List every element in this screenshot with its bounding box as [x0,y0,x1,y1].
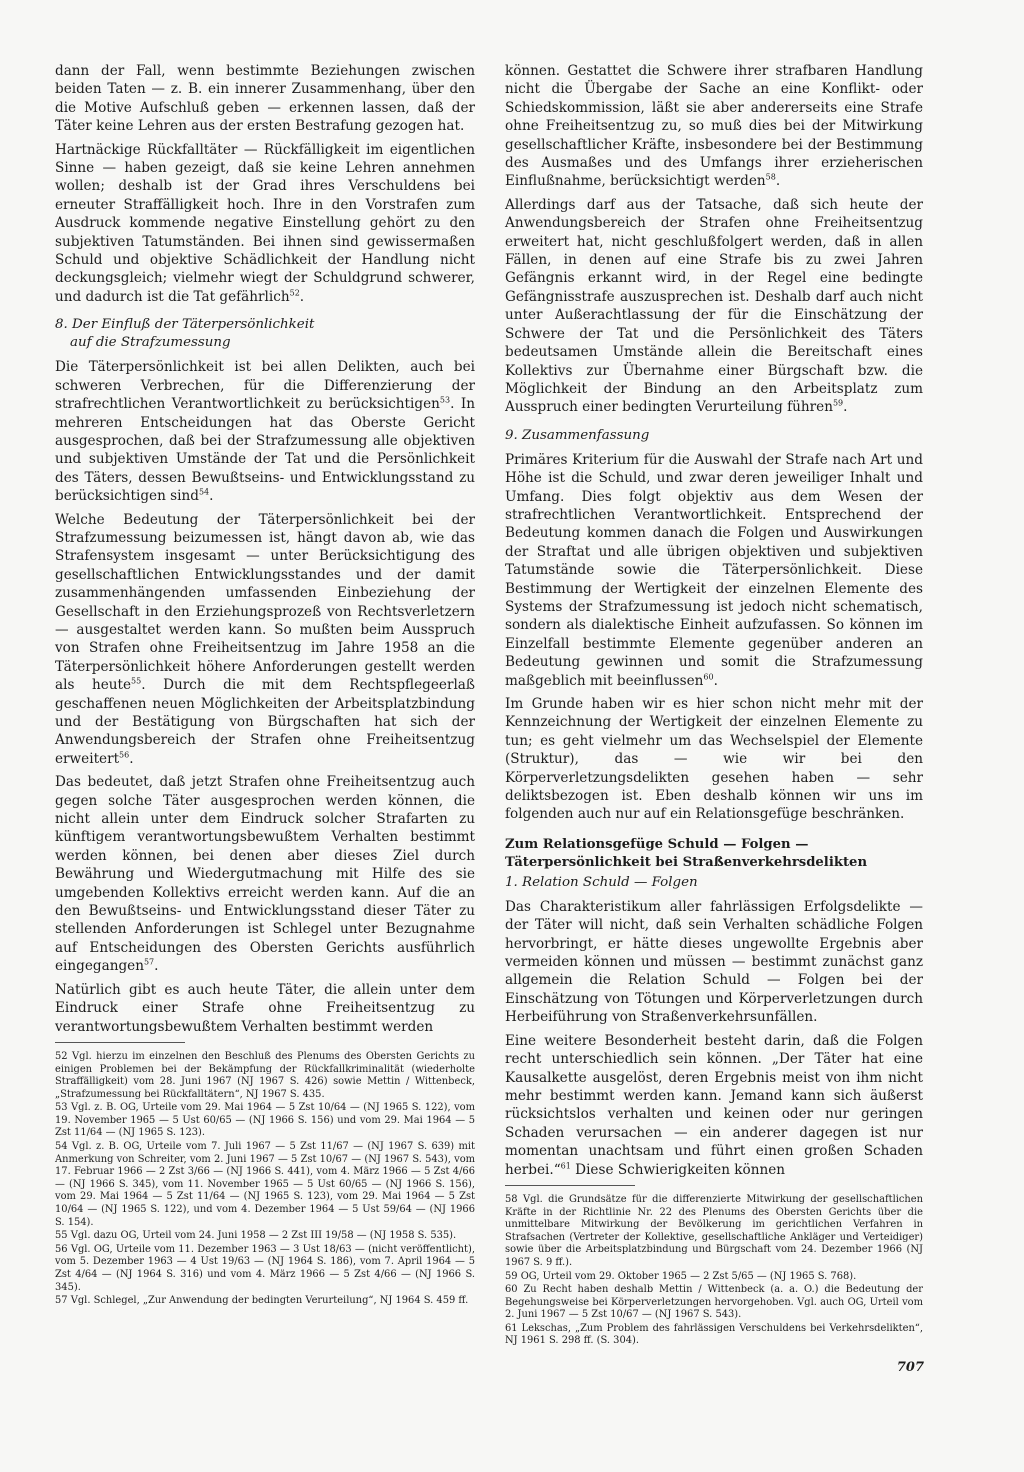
subsection-heading-line: Zum Relationsgefüge Schuld — Folgen — [505,836,809,852]
paragraph-text: . In mehreren Entscheidungen hat das Oberste Gericht ausgesprochen, daß bei der Strafzumessung alle objektiven und subjektiven Umstände der Tat und die Persönlichkeit des Täters, dessen Bewußtseins- und Entwicklungsstand zu berücksichtigen sind [55,396,475,505]
footnote: 58 Vgl. die Grundsätze für die differenzierte Mitwirkung der gesellschaftlichen Kräfte in der Richtlinie Nr. 22 des Plenums des Obersten Gerichts über die unmittelbare Mitwirkung der Bevölkerung im gerichtlichen Verfahren in Strafsachen (Vertreter der Kollektive, gesellschaftliche Ankläger und Verteidiger) sowie über die Arbeitsplatzbindung und Bürgschaft vom 24. Dezember 1966 (NJ 1967 S. 9 ff.). [505,1193,923,1268]
paragraph [505,898,923,1027]
footnote-ref: 60 [703,672,714,682]
paragraph [505,695,923,824]
paragraph-text: Das Charakteristikum aller fahrlässigen Erfolgsdelikte — der Täter will nicht, daß sein Verhalten schädliche Folgen hervorbringt, er hätte dieses ungewollte Ergebnis aber vermeiden können und müssen — bestimmt zunächst ganz allgemein die Relation Schuld — Folgen bei der Einschätzung von Tötungen und Körperverletzungen durch Herbeiführung von Straßenverkehrsunfällen. [505,898,923,1026]
paragraph-text: Natürlich gibt es auch heute Täter, die allein unter dem Eindruck einer Strafe ohne Freiheitsentzug zu verantwortungsbewußtem Verhalten bestimmt werden [55,981,475,1035]
paragraph-text: . Durch die mit dem Rechtspflegeerlaß geschaffenen neuen Möglichkeiten der Arbeitsplatzbindung und der Bestätigung von Bürgschaften hat sich der Anwendungsbereich der Strafen ohne Freiheitsentzug erweitert [55,677,475,767]
footnote: 54 Vgl. z. B. OG, Urteile vom 7. Juli 1967 — 5 Zst 11/67 — (NJ 1967 S. 639) mit Anmerkung von Schreiter, vom 2. Juni 1967 — 5 Zst 10/67 — (NJ 1967 S. 543), vom 17. Februar 1966 — 2 Zst 3/66 — (NJ 1966 S. 441), vom 4. März 1966 — 5 Zst 4/66 — (NJ 1966 S. 345), vom 11. November 1965 — 5 Ust 60/65 — (NJ 1966 S. 156), vom 29. Mai 1964 — 5 Zst 11/64 — (NJ 1965 S. 123), vom 29. Mai 1964 — 5 Zst 10/64 — (NJ 1965 S. 122), und vom 4. Dezember 1964 — 5 Ust 59/64 — (NJ 1966 S. 154). [55,1141,475,1228]
paragraph-text: Hartnäckige Rückfalltäter — Rückfälligkeit im eigentlichen Sinne — haben gezeigt, daß sie keine Lehren annehmen wollen; deshalb ist der Grad ihres Verschuldens bei erneuter Straffälligkeit hoch. Ihre in den Vorstrafen zum Ausdruck kommende negative Einstellung gehört zu den subjektiven Tatumständen. Bei ihnen sind gewissermaßen Schuld und objektive Schädlichkeit der Handlung nicht deckungsgleich; vielmehr wiegt der Schuldgrund schwerer, und dadurch ist die Tat gefährlich [55,141,475,305]
paragraph-text: können. Gestattet die Schwere ihrer strafbaren Handlung nicht die Übergabe der Sache an eine Konflikt- oder Schiedskommission, läßt sie aber andererseits eine Strafe ohne Freiheitsentzug zu, so muß dies bei der Mitwirkung gesellschaftlicher Kräfte, insbesondere bei der Bestimmung des Ausmaßes und des Umfangs ihrer erzieherischen Einflußnahme, berücksichtigt werden [505,63,923,190]
footnote: 56 Vgl. OG, Urteile vom 11. Dezember 1963 — 3 Ust 18/63 — (nicht veröffentlicht), vom 5. Dezember 1963 — 4 Ust 19/63 — (NJ 1964 S. 186), vom 7. April 1964 — 5 Zst 4/64 — (NJ 1964 S. 316) und vom 4. März 1966 — 5 Zst 4/66 — (NJ 1966 S. 345). [55,1243,475,1293]
relation-heading: 1. Relation Schuld — Folgen [505,874,698,890]
paragraph: Allerdings darf aus der Tatsache, daß sich heute der Anwendungsbereich der Strafen ohne Freiheitsentzug erweitert hat, nicht geschlußfolgert werden, daß in allen Fällen, in denen auf eine Strafe bis zu zwei Jahren Gefängnis erkannt wird, in der Regel eine bedingte Gefängnisstrafe auszusprechen ist. Deshalb darf auch nicht unter Außerachtlassung der für die Einschätzung der Schwere der Tat und die Persönlichkeit des Täters bedeutsamen Umstände allein die Bereitschaft eines Kollektivs zur Übernahme einer Bürgschaft bzw. die Möglichkeit der Bindung an den Arbeitsplatz zum Ausspruch einer bedingten Verurteilung führen$^{59}$. [505,196,923,416]
footnotes-left [55,1051,475,1308]
paragraph: Hartnäckige Rückfalltäter — Rückfälligkeit im eigentlichen Sinne — haben gezeigt, daß sie keine Lehren annehmen wollen; deshalb ist der Grad ihres Verschuldens bei erneuter Straffälligkeit hoch. Ihre in den Vorstrafen zum Ausdruck kommende negative Einstellung gehört zu den subjektiven Tatumständen. Bei ihnen sind gewissermaßen Schuld und objektive Schädlichkeit der Handlung nicht deckungsgleich; vielmehr wiegt der Schuldgrund schwerer, und dadurch ist die Tat gefährlich$^{52}$. [55,141,475,305]
footnote-ref: 56 [119,750,130,760]
paragraph-text: Eine weitere Besonderheit besteht darin, daß die Folgen recht unterschiedlich sein können. „Der Täter hat eine Kausalkette ausgelöst, deren Ergebnis meist von ihm nicht mehr bestimmt werden kann. Jemand kann sich äußerst rücksichtslos verhalten und keinen oder nur geringen Schaden verursachen — ein anderer dagegen ist nur momentan unachtsam und führt einen großen Schaden herbei.“ [505,1032,923,1178]
paragraph: Welche Bedeutung der Täterpersönlichkeit bei der Strafzumessung beizumessen ist, hängt davon ab, wie das Strafensystem insgesamt — unter Berücksichtigung des gesellschaftlichen Entwicklungsstandes und der damit zusammenhängenden umfassenden Einbeziehung der Gesellschaft in den Erziehungsprozeß von Rechtsverletzern — ausgestaltet werden kann. So mußten beim Ausspruch von Strafen ohne Freiheitsentzug im Jahre 1958 an die Täterpersönlichkeit höhere Anforderungen gestellt werden als heute$^{55}$. Durch die mit dem Rechtspflegeerlaß geschaffenen neuen Möglichkeiten der Arbeitsplatzbindung und der Bestätigung von Bürgschaften hat sich der Anwendungsbereich der Strafen ohne Freiheitsentzug erweitert$^{56}$. [55,511,475,767]
footnotes-right [505,1194,923,1348]
footnote: 60 Zu Recht haben deshalb Mettin / Wittenbeck (a. a. O.) die Bedeutung der Begehungsweise bei Körperverletzungen hervorgehoben. Vgl. auch OG, Urteil vom 2. Juni 1967 — 5 Zst 10/67 — (NJ 1967 S. 543). [505,1284,923,1321]
paragraph: Die Täterpersönlichkeit ist bei allen Delikten, auch bei schweren Verbrechen, für die Differenzierung der strafrechtlichen Verantwortlichkeit zu berücksichtigen$^{53}$. In mehreren Entscheidungen hat das Oberste Gericht ausgesprochen, daß bei der Strafzumessung alle objektiven und subjektiven Umstände der Tat und die Persönlichkeit des Täters, dessen Bewußtseins- und Entwicklungsstand zu berücksichtigen sind$^{54}$. [55,359,475,505]
left-column [55,62,475,1309]
footnote-rule [505,1185,635,1190]
footnote-ref: 54 [198,487,210,497]
footnote: 61 Lekschas, „Zum Problem des fahrlässigen Verschuldens bei Verkehrsdelikten“, NJ 1961 S. 298 ff. (S. 304). [505,1322,923,1347]
paragraph [505,1032,923,1179]
paragraph-text: Allerdings darf aus der Tatsache, daß sich heute der Anwendungsbereich der Strafen ohne Freiheitsentzug erweitert hat, nicht geschlußfolgert werden, daß in allen Fällen, in denen auf eine Strafe bis zu zwei Jahren Gefängnis erkannt wird, in der Regel eine bedingte Gefängnisstrafe auszusprechen ist. Deshalb darf auch nicht unter Außerachtlassung der für die Einschätzung der Schwere der Tat und die Persönlichkeit des Täters bedeutsamen Umstände allein die Bereitschaft eines Kollektivs zur Übernahme einer Bürgschaft bzw. die Möglichkeit der Bindung an den Arbeitsplatz zum Ausspruch einer bedingten Verurteilung führen [505,196,923,416]
page-number: 707 [896,1360,924,1375]
subsection-heading [505,836,923,872]
paragraph-text: Im Grunde haben wir es hier schon nicht mehr mit der Kennzeichnung der Wertigkeit der einzelnen Elemente zu tun; es geht vielmehr um das Wechselspiel der Elemente (Struktur), das — wie wir bei den Körperverletzungsdelikten gesehen haben — sehr deliktsbezogen ist. Eben deshalb können wir uns im folgenden auch nur auf ein Relationsgefüge beschränken. [505,696,923,823]
footnote-ref: 57 [143,957,155,967]
footnote-ref: 53 [439,395,451,405]
footnote: 59 OG, Urteil vom 29. Oktober 1965 — 2 Zst 5/65 — (NJ 1965 S. 768). [505,1270,857,1282]
right-column [505,62,923,1349]
paragraph-text: Die Täterpersönlichkeit ist bei allen Delikten, auch bei schweren Verbrechen, für die Differenzierung der strafrechtlichen Verantwortlichkeit zu berücksichtigen [55,359,475,413]
footnote-ref: 52 [289,288,300,298]
footnote-rule [55,1042,185,1047]
paragraph-text: Welche Bedeutung der Täterpersönlichkeit bei der Strafzumessung beizumessen ist, hängt davon ab, wie das Strafensystem insgesamt — unter Berücksichtigung des gesellschaftlichen Entwicklungsstandes und der damit zusammenhängenden umfassenden Einbeziehung der Gesellschaft in den Erziehungsprozeß von Rechtsverletzern — ausgestaltet werden kann. So mußten beim Ausspruch von Strafen ohne Freiheitsentzug im Jahre 1958 an die Täterpersönlichkeit höhere Anforderungen gestellt werden als heute [55,511,475,694]
footnote-ref: 55 [131,676,142,686]
section-heading-9: 9. Zusammenfassung [505,427,650,443]
subsection-heading-line: Täterpersönlichkeit bei Straßenverkehrsdelikten [505,854,868,870]
paragraph: Primäres Kriterium für die Auswahl der Strafe nach Art und Höhe ist die Schuld, und zwar deren jeweiliger Inhalt und Umfang. Dies folgt objektiv aus dem Wesen der strafrechtlichen Verantwortlichkeit. Entsprechend der Bedeutung kommen danach die Folgen und Auswirkungen der Straftat und alle übrigen objektiven und subjektiven Tatumstände sowie die Täterpersönlichkeit. Diese Bestimmung der Wertigkeit der einzelnen Elemente des Systems der Strafzumessung ist jedoch nicht schematisch, sondern als dialektische Einheit aufzufassen. So können im Einzelfall bestimmte Elemente gegenüber anderen an Bedeutung gewinnen und somit die Strafzumessung maßgeblich mit beeinflussen$^{60}$. [505,451,923,689]
section-heading-line: 8. Der Einfluß der Täterpersönlichkeit [55,317,315,333]
paragraph: Das bedeutet, daß jetzt Strafen ohne Freiheitsentzug auch gegen solche Täter ausgesprochen werden können, die nicht allein unter dem Eindruck solcher Strafarten zu künftigem verantwortungsbewußtem Verhalten bestimmt werden können, bei denen aber dieses Ziel durch Bewährung und Wiedergutmachung mit Hilfe des sie umgebenden Kollektivs erreicht werden kann. Auf die an den Bewußtseins- und Entwicklungsstand dieser Täter zu stellenden Anforderungen ist Schlegel unter Bezugnahme auf Entscheidungen des Obersten Gerichts ausführlich eingegangen$^{57}$. [55,774,475,975]
paragraph-text: Primäres Kriterium für die Auswahl der Strafe nach Art und Höhe ist die Schuld, und zwar deren jeweiliger Inhalt und Umfang. Dies folgt objektiv aus dem Wesen der strafrechtlichen Verantwortlichkeit. Entsprechend der Bedeutung kommen danach die Folgen und Auswirkungen der Straftat und alle übrigen objektiven und subjektiven Tatumstände sowie die Täterpersönlichkeit. Diese Bestimmung der Wertigkeit der einzelnen Elemente des Systems der Strafzumessung ist jedoch nicht schematisch, sondern als dialektische Einheit aufzufassen. So können im Einzelfall bestimmte Elemente gegenüber anderen an Bedeutung gewinnen und somit die Strafzumessung maßgeblich mit beeinflussen [505,451,923,689]
footnote: 52 Vgl. hierzu im einzelnen den Beschluß des Plenums des Obersten Gerichts zu einigen Problemen bei der Bekämpfung der Rückfallkriminalität (wiederholte Straffälligkeit) vom 28. Juni 1967 (NJ 1967 S. 426) sowie Mettin / Wittenbeck, „Strafzumessung bei Rückfalltätern“, NJ 1967 S. 435. [55,1050,475,1100]
footnote: 53 Vgl. z. B. OG, Urteile vom 29. Mai 1964 — 5 Zst 10/64 — (NJ 1965 S. 122), vom 19. November 1965 — 5 Ust 60/65 — (NJ 1966 S. 156) und vom 29. Mai 1964 — 5 Zst 11/64 — (NJ 1965 S. 123). [55,1102,475,1139]
section-heading-8 [55,316,475,352]
paragraph [55,981,475,1036]
paragraph: können. Gestattet die Schwere ihrer strafbaren Handlung nicht die Übergabe der Sache an eine Konflikt- oder Schiedskommission, läßt sie aber andererseits eine Strafe ohne Freiheitsentzug zu, so muß dies bei der Mitwirkung gesellschaftlicher Kräfte, insbesondere bei der Bestimmung des Ausmaßes und des Umfangs ihrer erzieherischen Einflußnahme, berücksichtigt werden$^{58}$. [505,63,923,190]
footnote-ref: 59 [832,398,844,408]
footnote-ref: 58 [765,172,776,182]
section-heading-line: auf die Strafzumessung [70,335,231,351]
footnote-ref: 61 [560,1161,571,1170]
paragraph [55,62,475,136]
paragraph-text: Das bedeutet, daß jetzt Strafen ohne Freiheitsentzug auch gegen solche Täter ausgesprochen werden können, die nicht allein unter dem Eindruck solcher Strafarten zu künftigem verantwortungsbewußtem Verhalten bestimmt werden können, bei denen aber dieses Ziel durch Bewährung und Wiedergutmachung mit Hilfe des sie umgebenden Kollektivs erreicht werden kann. Auf die an den Bewußtseins- und Entwicklungsstand dieser Täter zu stellenden Anforderungen ist Schlegel unter Bezugnahme auf Entscheidungen des Obersten Gerichts ausführlich eingegangen [55,774,475,975]
footnote: 55 Vgl. dazu OG, Urteil vom 24. Juni 1958 — 2 Zst III 19/58 — (NJ 1958 S. 535). [55,1230,457,1242]
footnote: 57 Vgl. Schlegel, „Zur Anwendung der bedingten Verurteilung“, NJ 1964 S. 459 ff. [55,1295,469,1307]
paragraph-text: dann der Fall, wenn bestimmte Beziehungen zwischen beiden Taten — z. B. ein innerer Zusammenhang, über den die Motive Aufschluß geben — erkennen lassen, daß der Täter keine Lehren aus der ersten Bestrafung gezogen hat. [55,63,475,135]
paragraph-text: Diese Schwierigkeiten können [570,1161,786,1178]
